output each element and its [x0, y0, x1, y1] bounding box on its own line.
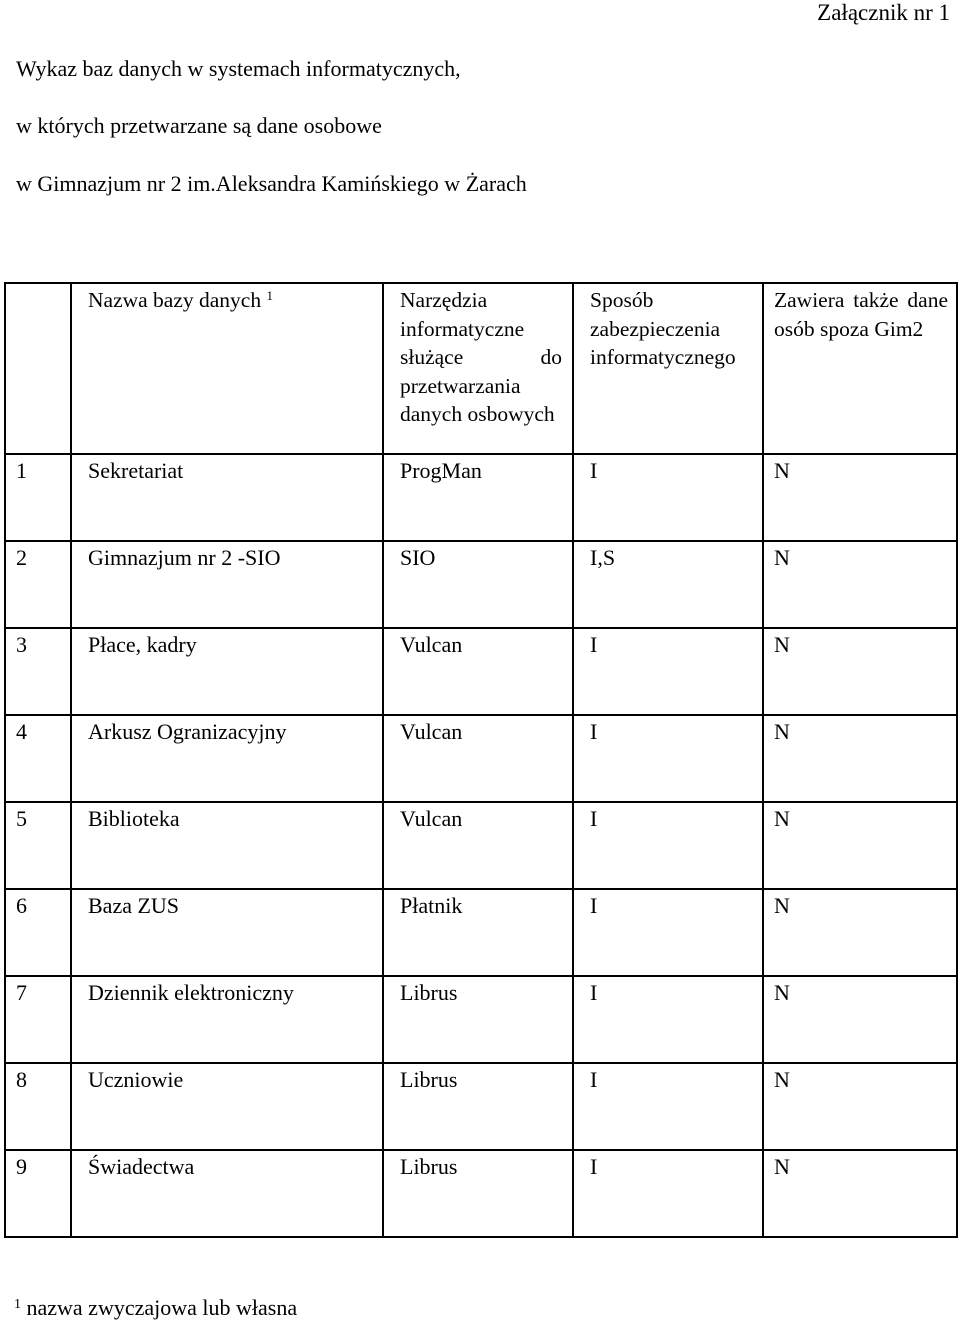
row-number: 6	[16, 893, 27, 918]
security-method: I	[590, 458, 598, 483]
table-row	[5, 628, 957, 715]
security-method-cell	[573, 541, 763, 628]
security-method-cell	[573, 802, 763, 889]
header-external-cell	[763, 283, 957, 454]
external-data-flag-cell	[763, 541, 957, 628]
security-method-cell	[573, 1063, 763, 1150]
security-method: I	[590, 1154, 598, 1179]
tool-name: SIO	[400, 545, 436, 570]
database-name-cell	[71, 1150, 383, 1237]
row-number: 7	[16, 980, 27, 1005]
row-number-cell	[5, 628, 71, 715]
intro-line-3: w Gimnazjum nr 2 im.Aleksandra Kamińskiego w Żarach	[16, 171, 527, 196]
row-number-cell	[5, 541, 71, 628]
security-method-cell	[573, 715, 763, 802]
external-data-flag: N	[774, 458, 790, 483]
header-security: Sposób zabezpieczenia informatycznego	[590, 288, 736, 369]
tool-name: Vulcan	[400, 632, 463, 657]
row-number-cell	[5, 802, 71, 889]
row-number: 1	[16, 458, 27, 483]
tool-name: Vulcan	[400, 806, 463, 831]
tool-name-cell	[383, 1063, 573, 1150]
security-method: I	[590, 806, 598, 831]
external-data-flag-cell	[763, 715, 957, 802]
row-number-cell	[5, 976, 71, 1063]
database-name-cell	[71, 628, 383, 715]
external-data-flag-cell	[763, 802, 957, 889]
row-number-cell	[5, 454, 71, 541]
external-data-flag-cell	[763, 454, 957, 541]
external-data-flag: N	[774, 545, 790, 570]
table-row	[5, 454, 957, 541]
header-tools-cell	[383, 283, 573, 454]
security-method-cell	[573, 976, 763, 1063]
header-security-cell	[573, 283, 763, 454]
external-data-flag: N	[774, 1067, 790, 1092]
tool-name-cell	[383, 715, 573, 802]
database-name: Biblioteka	[88, 806, 180, 831]
external-data-flag-cell	[763, 1150, 957, 1237]
external-data-flag: N	[774, 632, 790, 657]
tool-name: Librus	[400, 980, 458, 1005]
database-name: Gimnazjum nr 2 -SIO	[88, 545, 281, 570]
database-name: Płace, kadry	[88, 632, 197, 657]
header-name-footnote-ref: 1	[266, 288, 273, 303]
security-method: I	[590, 1067, 598, 1092]
database-name-cell	[71, 541, 383, 628]
tool-name: Płatnik	[400, 893, 463, 918]
header-name: Nazwa bazy danych	[88, 288, 262, 312]
external-data-flag-cell	[763, 628, 957, 715]
database-name-cell	[71, 802, 383, 889]
row-number: 3	[16, 632, 27, 657]
tool-name: Vulcan	[400, 719, 463, 744]
row-number-cell	[5, 1063, 71, 1150]
tool-name: Librus	[400, 1067, 458, 1092]
security-method: I	[590, 632, 598, 657]
tool-name-cell	[383, 1150, 573, 1237]
external-data-flag: N	[774, 806, 790, 831]
table-row	[5, 802, 957, 889]
tool-name: Librus	[400, 1154, 458, 1179]
row-number: 5	[16, 806, 27, 831]
tool-name: ProgMan	[400, 458, 482, 483]
row-number-cell	[5, 1150, 71, 1237]
external-data-flag-cell	[763, 1063, 957, 1150]
tool-name-cell	[383, 889, 573, 976]
footnote-text: nazwa zwyczajowa lub własna	[26, 1295, 298, 1320]
tool-name-cell	[383, 628, 573, 715]
table-row	[5, 1150, 957, 1237]
tool-name-cell	[383, 976, 573, 1063]
database-name-cell	[71, 715, 383, 802]
tool-name-cell	[383, 802, 573, 889]
intro-line-1: Wykaz baz danych w systemach informatycznych,	[16, 56, 461, 81]
table-row	[5, 715, 957, 802]
header-external: Zawiera także dane osób spoza Gim2	[774, 288, 948, 341]
database-name: Uczniowie	[88, 1067, 184, 1092]
security-method-cell	[573, 889, 763, 976]
tool-name-cell	[383, 541, 573, 628]
attachment-label: Załącznik nr 1	[817, 0, 950, 25]
database-name: Arkusz Ogranizacyjny	[88, 719, 287, 744]
database-name: Świadectwa	[88, 1154, 195, 1179]
security-method-cell	[573, 454, 763, 541]
database-name: Sekretariat	[88, 458, 184, 483]
table-row	[5, 976, 957, 1063]
external-data-flag: N	[774, 1154, 790, 1179]
security-method-cell	[573, 1150, 763, 1237]
external-data-flag-cell	[763, 889, 957, 976]
security-method: I	[590, 893, 598, 918]
external-data-flag: N	[774, 893, 790, 918]
footnote-marker: 1	[14, 1297, 21, 1312]
tool-name-cell	[383, 454, 573, 541]
row-number-cell	[5, 889, 71, 976]
database-name-cell	[71, 976, 383, 1063]
security-method: I,S	[590, 545, 616, 570]
table-row	[5, 1063, 957, 1150]
row-number-cell	[5, 715, 71, 802]
table-row	[5, 889, 957, 976]
row-number: 4	[16, 719, 27, 744]
database-name-cell	[71, 889, 383, 976]
database-name: Dziennik elektroniczny	[88, 980, 294, 1005]
header-tools: Narzędzia informatyczne służące do przetwarzania danych osbowych	[400, 288, 562, 426]
header-name-cell	[71, 283, 383, 454]
security-method: I	[590, 980, 598, 1005]
external-data-flag-cell	[763, 976, 957, 1063]
database-name-cell	[71, 454, 383, 541]
table-row	[5, 541, 957, 628]
external-data-flag: N	[774, 719, 790, 744]
row-number: 2	[16, 545, 27, 570]
security-method-cell	[573, 628, 763, 715]
row-number: 8	[16, 1067, 27, 1092]
database-name-cell	[71, 1063, 383, 1150]
row-number: 9	[16, 1154, 27, 1179]
external-data-flag: N	[774, 980, 790, 1005]
database-table	[4, 282, 958, 1238]
footnote	[14, 1294, 297, 1322]
header-lp-cell	[5, 283, 71, 454]
intro-line-2: w których przetwarzane są dane osobowe	[16, 113, 382, 138]
database-name: Baza ZUS	[88, 893, 180, 918]
security-method: I	[590, 719, 598, 744]
table-header-row	[5, 283, 957, 454]
